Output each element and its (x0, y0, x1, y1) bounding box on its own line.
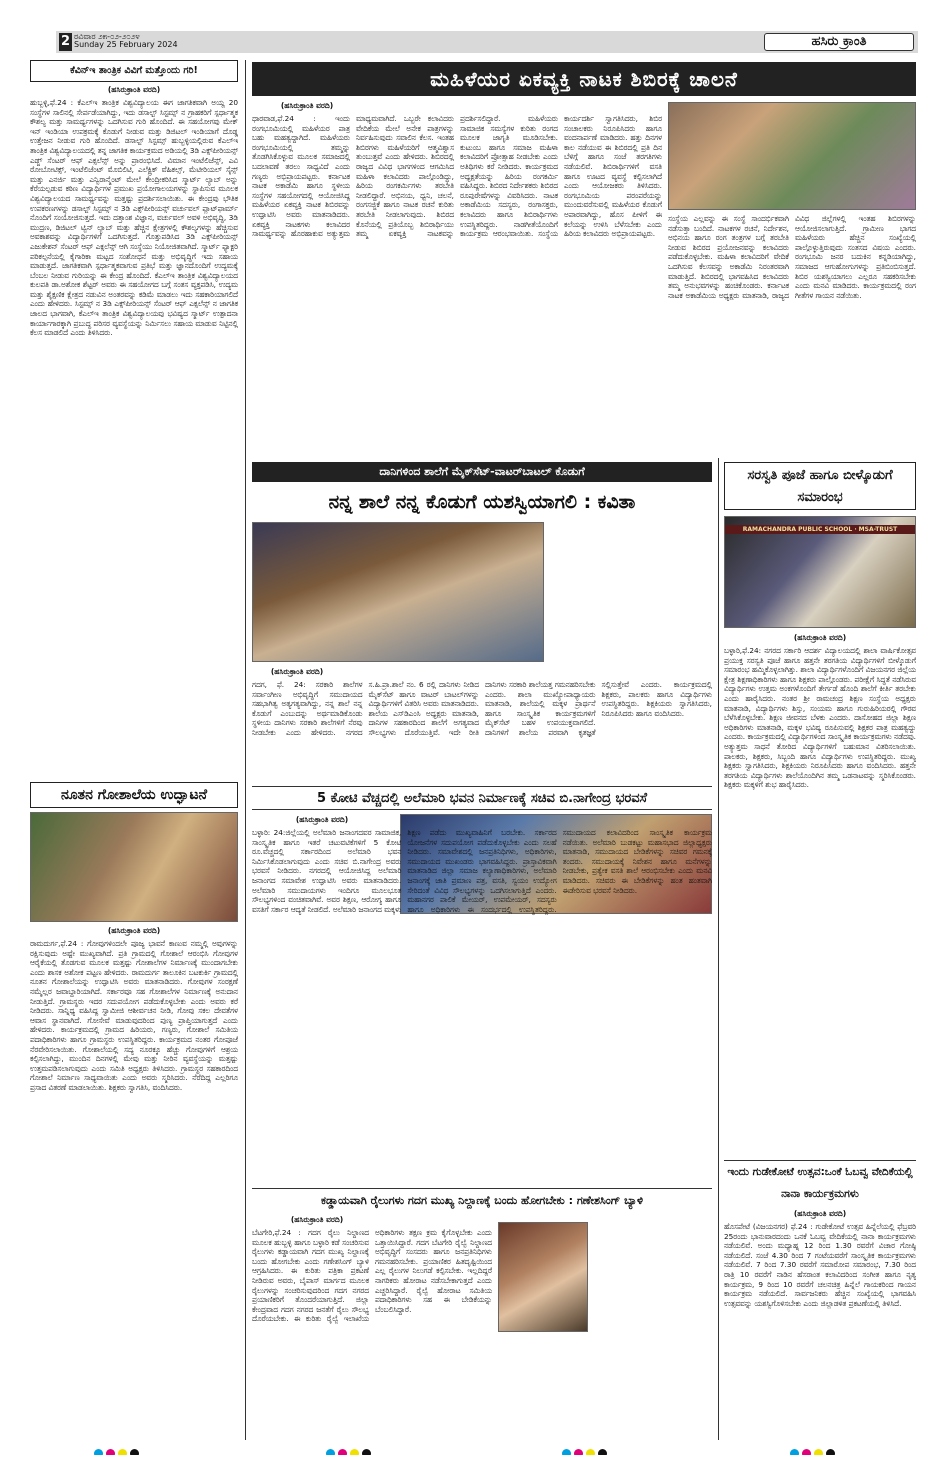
page-number: 2 (60, 34, 71, 49)
reg-dot (338, 1449, 347, 1455)
photo-natak (668, 102, 916, 210)
page-date (74, 33, 274, 53)
reg-dot (598, 1449, 607, 1455)
article-body-natak-right: ಸಂಸ್ಥೆಯ ಎಲ್ಲವನ್ನು ಈ ಸಂಸ್ಥೆ ಸಾಂದರ್ಭಿಕವಾಗಿ ನಡೆಸುತ್ತಾ ಬಂದಿದೆ. ನಾಟಕಗಳ ರಚನೆ, ನಿರ್ದೇಶನ, ಅಭಿನಯ ಹಾಗೂ ರಂಗ ತಂತ್ರಗಳ ಬಗ್ಗೆ ತರಬೇತಿ ನೀಡುವ ಶಿಬಿರದ ಪ್ರಯೋಜನವನ್ನು ಕಲಾವಿದರು ಪಡೆದುಕೊಳ್ಳಬೇಕು. ಮಹಿಳಾ ಕಲಾವಿದರಿಗೆ ವೇದಿಕೆ ಒದಗಿಸುವ ಕೆಲಸವನ್ನು ಅಕಾಡೆಮಿ ನಿರಂತರವಾಗಿ ಮಾಡುತ್ತಿದೆ. ಶಿಬಿರದಲ್ಲಿ ಭಾಗವಹಿಸಿದ ಕಲಾವಿದರು ತಮ್ಮ ಅನುಭವಗಳನ್ನು ಹಂಚಿಕೊಂಡರು. ಕರ್ನಾಟಕ ನಾಟಕ ಅಕಾಡೆಮಿಯ ಅಧ್ಯಕ್ಷರು ಮಾತನಾಡಿ, ರಾಜ್ಯದ ವಿವಿಧ ಜಿಲ್ಲೆಗಳಲ್ಲಿ ಇಂತಹ ಶಿಬಿರಗಳನ್ನು ಆಯೋಜಿಸಲಾಗುತ್ತಿದೆ. ಗ್ರಾಮೀಣ ಭಾಗದ ಮಹಿಳೆಯರು ಹೆಚ್ಚಿನ ಸಂಖ್ಯೆಯಲ್ಲಿ ಪಾಲ್ಗೊಳ್ಳುತ್ತಿರುವುದು ಸಂತಸದ ವಿಷಯ ಎಂದರು. ರಂಗಭೂಮಿ ಜನರ ಬದುಕಿನ ಕನ್ನಡಿಯಾಗಿದ್ದು, ಸಮಾಜದ ಆಗುಹೋಗುಗಳನ್ನು ಪ್ರತಿಬಿಂಬಿಸುತ್ತದೆ. ಶಿಬಿರ ಯಶಸ್ವಿಯಾಗಲು ಎಲ್ಲರೂ ಸಹಕರಿಸಬೇಕು ಎಂದು ಮನವಿ ಮಾಡಿದರು. ಕಾರ್ಯಕ್ರಮದಲ್ಲಿ ರಂಗ ಗೀತೆಗಳ ಗಾಯನ ನಡೆಯಿತು. (668, 214, 916, 300)
headline-goshala: ನೂತನ ಗೋಶಾಲೆಯ ಉದ್ಘಾಟನೆ (30, 782, 238, 808)
date-english: Sunday 25 February 2024 (74, 40, 178, 49)
headline-mic: ನನ್ನ ಶಾಲೆ ನನ್ನ ಕೊಡುಗೆ ಯಶಸ್ವಿಯಾಗಲಿ : ಕವಿತಾ (328, 491, 636, 513)
reg-dot (790, 1449, 799, 1455)
article-body-bhavan: ಬಳ್ಳಾರಿ: 24:ಜಿಲ್ಲೆಯಲ್ಲಿ ಅಲೆಮಾರಿ ಜನಾಂಗದವರ ಸಾಮಾಜಿಕ, ಸಾಂಸ್ಕೃತಿಕ ಹಾಗೂ ಇತರೆ ಚಟುವಟಿಕೆಗಳಿಗೆ 5 ಕೋಟಿ ರೂ.ವೆಚ್ಚದಲ್ಲಿ ಸರ್ಕಾರದಿಂದ ಅಲೆಮಾರಿ ಭವನ ನಿರ್ಮಿಸಿಕೊಡಲಾಗುವುದು ಎಂದು ಸಚಿವ ಬಿ.ನಾಗೇಂದ್ರ ಅವರು ಭರವಸೆ ನೀಡಿದರು. ನಗರದಲ್ಲಿ ಆಯೋಜಿಸಿದ್ದ ಅಲೆಮಾರಿ ಜನಾಂಗದ ಸಮಾವೇಶ ಉದ್ಘಾಟಿಸಿ ಅವರು ಮಾತನಾಡಿದರು. ಅಲೆಮಾರಿ ಸಮುದಾಯಗಳು ಇಂದಿಗೂ ಮೂಲಭೂತ ಸೌಲಭ್ಯಗಳಿಂದ ವಂಚಿತವಾಗಿವೆ. ಅವರ ಶಿಕ್ಷಣ, ಆರೋಗ್ಯ ಹಾಗೂ ವಸತಿಗೆ ಸರ್ಕಾರ ಆದ್ಯತೆ ನೀಡಲಿದೆ. ಅಲೆಮಾರಿ ಜನಾಂಗದ ಮಕ್ಕಳು ಶಿಕ್ಷಣ ಪಡೆದು ಮುಖ್ಯವಾಹಿನಿಗೆ ಬರಬೇಕು. ಸರ್ಕಾರದ ಯೋಜನೆಗಳ ಸದುಪಯೋಗ ಪಡೆದುಕೊಳ್ಳಬೇಕು ಎಂದು ಸಲಹೆ ನೀಡಿದರು. ಸಮಾವೇಶದಲ್ಲಿ ಜನಪ್ರತಿನಿಧಿಗಳು, ಅಧಿಕಾರಿಗಳು, ಸಮುದಾಯದ ಮುಖಂಡರು ಭಾಗವಹಿಸಿದ್ದರು. ಪ್ರಾಸ್ತಾವಿಕವಾಗಿ ಮಾತನಾಡಿದ ಜಿಲ್ಲಾ ಸಮಾಜ ಕಲ್ಯಾಣಾಧಿಕಾರಿಗಳು, ಅಲೆಮಾರಿ ಜನಾಂಗಕ್ಕೆ ಜಾತಿ ಪ್ರಮಾಣ ಪತ್ರ, ವಸತಿ, ಸ್ವಯಂ ಉದ್ಯೋಗ ಸೇರಿದಂತೆ ವಿವಿಧ ಸೌಲಭ್ಯಗಳನ್ನು ಒದಗಿಸಲಾಗುತ್ತಿದೆ ಎಂದರು. ಮಹಾನಗರ ಪಾಲಿಕೆ ಮೇಯರ್, ಉಪಮೇಯರ್, ಸದಸ್ಯರು ಹಾಗೂ ಅಧಿಕಾರಿಗಳು ಈ ಸಂದರ್ಭದಲ್ಲಿ ಉಪಸ್ಥಿತರಿದ್ದರು. ಸಮುದಾಯದ ಕಲಾವಿದರಿಂದ ಸಾಂಸ್ಕೃತಿಕ ಕಾರ್ಯಕ್ರಮ ನಡೆಯಿತು. ಅಲೆಮಾರಿ ಬುಡಕಟ್ಟು ಮಹಾಸಭಾದ ಜಿಲ್ಲಾಧ್ಯಕ್ಷರು ಮಾತನಾಡಿ, ಸಮುದಾಯದ ಬೇಡಿಕೆಗಳನ್ನು ಸಚಿವರ ಗಮನಕ್ಕೆ ತಂದರು. ಸಮುದಾಯಕ್ಕೆ ನಿವೇಶನ ಹಾಗೂ ಮನೆಗಳನ್ನು ನೀಡಬೇಕು, ಪ್ರತ್ಯೇಕ ವಸತಿ ಶಾಲೆ ಆರಂಭಿಸಬೇಕು ಎಂದು ಮನವಿ ಮಾಡಿದರು. ಸಚಿವರು ಈ ಬೇಡಿಕೆಗಳನ್ನು ಹಂತ ಹಂತವಾಗಿ ಈಡೇರಿಸುವ ಭರವಸೆ ನೀಡಿದರು. (252, 828, 712, 914)
registration-marks-1 (94, 1443, 154, 1455)
byline-bhavan: (ಹಸಿರುಕ್ರಾಂತಿ ವರದಿ) (295, 815, 349, 824)
byline-saraswati: (ಹಸಿರುಕ್ರಾಂತಿ ವರದಿ) (793, 633, 847, 642)
reg-dot (350, 1449, 359, 1455)
headline-railway: ಕಡ್ಡಾಯವಾಗಿ ರೈಲುಗಳು ಗದಗ ಮುಖ್ಯ ನಿಲ್ದಾಣಕ್ಕೆ ಬಂದು ಹೋಗಬೇಕು : ಗಣೇಶಸಿಂಗ್ ಬ್ಯಾಳಿ (252, 1188, 712, 1212)
photo-saraswati (724, 516, 916, 628)
photo-goshala (30, 812, 238, 922)
byline-natak: (ಹಸಿರುಕ್ರಾಂತಿ ವರದಿ) (280, 101, 334, 110)
article-body-railway-right (594, 1222, 712, 1438)
column-rule-left (245, 60, 246, 1440)
article-body-goshala: ರಾಮದುರ್ಗ,ಫೆ.24 : ಗೋವುಗಳಿಂದಲೇ ಪೂಜ್ಯ ಭಾವನೆ ಕಾಣುವ ನಮ್ಮಲ್ಲಿ ಅವುಗಳನ್ನು ರಕ್ಷಿಸುವುದು ಅಷ್ಟೇ ಮುಖ್ಯವಾಗಿದೆ. ಪ್ರತಿ ಗ್ರಾಮದಲ್ಲಿ ಗೋಶಾಲೆ ಆರಂಭಿಸಿ ಗೋವುಗಳ ಆರೈಕೆಯಲ್ಲಿ ತೊಡಗುವ ಮೂಲಕ ಮತ್ತಷ್ಟು ಗೋಶಾಲೆಗಳ ನಿರ್ಮಾಣಕ್ಕೆ ಮುಂದಾಗಬೇಕು ಎಂದು ಶಾಸಕ ಅಶೋಕ ಪಟ್ಟಣ ಹೇಳಿದರು. ರಾಮದುರ್ಗ ತಾಲೂಕಿನ ಬಟಕುರ್ಕಿ ಗ್ರಾಮದಲ್ಲಿ ನೂತನ ಗೋಶಾಲೆಯನ್ನು ಉದ್ಘಾಟಿಸಿ ಅವರು ಮಾತನಾಡಿದರು. ಗೋವುಗಳ ಸಂರಕ್ಷಣೆ ನಮ್ಮೆಲ್ಲರ ಜವಾಬ್ದಾರಿಯಾಗಿದೆ. ಸರ್ಕಾರವೂ ಸಹ ಗೋಶಾಲೆಗಳ ನಿರ್ಮಾಣಕ್ಕೆ ಅನುದಾನ ನೀಡುತ್ತಿದೆ. ಗ್ರಾಮಸ್ಥರು ಇದರ ಸದುಪಯೋಗ ಪಡೆದುಕೊಳ್ಳಬೇಕು ಎಂದು ಅವರು ಕರೆ ನೀಡಿದರು. ಸಾನ್ನಿಧ್ಯ ವಹಿಸಿದ್ದ ಸ್ವಾಮೀಜಿ ಆಶೀರ್ವಚನ ನೀಡಿ, ಗೋವು ಸಕಲ ದೇವತೆಗಳ ಆವಾಸ ಸ್ಥಾನವಾಗಿದೆ. ಗೋಸೇವೆ ಮಾಡುವುದರಿಂದ ಪುಣ್ಯ ಪ್ರಾಪ್ತಿಯಾಗುತ್ತದೆ ಎಂದು ಹೇಳಿದರು. ಕಾರ್ಯಕ್ರಮದಲ್ಲಿ ಗ್ರಾಮದ ಹಿರಿಯರು, ಗಣ್ಯರು, ಗೋಶಾಲೆ ಸಮಿತಿಯ ಪದಾಧಿಕಾರಿಗಳು ಹಾಗೂ ಗ್ರಾಮಸ್ಥರು ಉಪಸ್ಥಿತರಿದ್ದರು. ಕಾರ್ಯಕ್ರಮದ ನಂತರ ಗೋಪೂಜೆ ನೆರವೇರಿಸಲಾಯಿತು. ಗೋಶಾಲೆಯಲ್ಲಿ ಸದ್ಯ ನೂರಕ್ಕೂ ಹೆಚ್ಚು ಗೋವುಗಳಿಗೆ ಆಶ್ರಯ ಕಲ್ಪಿಸಲಾಗಿದ್ದು, ಮುಂದಿನ ದಿನಗಳಲ್ಲಿ ಮೇವು ಮತ್ತು ನೀರಿನ ವ್ಯವಸ್ಥೆಯನ್ನು ಮತ್ತಷ್ಟು ಉತ್ತಮಪಡಿಸಲಾಗುವುದು ಎಂದು ಸಮಿತಿ ಅಧ್ಯಕ್ಷರು ತಿಳಿಸಿದರು. ಗ್ರಾಮಸ್ಥರ ಸಹಕಾರದಿಂದ ಗೋಶಾಲೆ ನಿರ್ಮಾಣ ಸಾಧ್ಯವಾಯಿತು ಎಂದು ಅವರು ಸ್ಮರಿಸಿದರು. ನೆರೆದಿದ್ದ ಎಲ್ಲರಿಗೂ ಪ್ರಸಾದ ವಿತರಣೆ ಮಾಡಲಾಯಿತು. ಶಿಕ್ಷಕರು ಸ್ವಾಗತಿಸಿ, ವಂದಿಸಿದರು. (30, 939, 238, 1092)
reg-dot (826, 1449, 835, 1455)
reg-dot (326, 1449, 335, 1455)
article-body-saraswati: ಬಳ್ಳಾರಿ,ಫೆ.24: ನಗರದ ಸರ್ಕಾರಿ ಆದರ್ಶ ವಿದ್ಯಾಲಯದಲ್ಲಿ ಶಾಲಾ ವಾರ್ಷಿಕೋತ್ಸವ ಪ್ರಯುಕ್ತ ಸರಸ್ವತಿ ಪೂಜೆ ಹಾಗೂ ಹತ್ತನೇ ತರಗತಿಯ ವಿದ್ಯಾರ್ಥಿಗಳಿಗೆ ಬೀಳ್ಕೊಡುಗೆ ಸಮಾರಂಭ ಹಮ್ಮಿಕೊಳ್ಳಲಾಗಿತ್ತು. ಶಾಲಾ ವಿದ್ಯಾರ್ಥಿಗಳೊಂದಿಗೆ ವಿಜಯನಗರ ಜಿಲ್ಲೆಯ ಕ್ಷೇತ್ರ ಶಿಕ್ಷಣಾಧಿಕಾರಿಗಳು ಹಾಗೂ ಶಿಕ್ಷಕರು ಪಾಲ್ಗೊಂಡರು. ಪರೀಕ್ಷೆಗೆ ಸಿದ್ಧತೆ ನಡೆಸಿರುವ ವಿದ್ಯಾರ್ಥಿಗಳು ಉತ್ತಮ ಅಂಕಗಳೊಂದಿಗೆ ತೇರ್ಗಡೆ ಹೊಂದಿ ಶಾಲೆಗೆ ಕೀರ್ತಿ ತರಬೇಕು ಎಂದು ಹಾರೈಸಿದರು. ನಂತರ ಶ್ರೀ ರಾಮಚಂದ್ರ ಶಿಕ್ಷಣ ಸಂಸ್ಥೆಯ ಅಧ್ಯಕ್ಷರು ಮಾತನಾಡಿ, ವಿದ್ಯಾರ್ಥಿಗಳು ಶಿಸ್ತು, ಸಂಯಮ ಹಾಗೂ ಗುರುಹಿರಿಯರಲ್ಲಿ ಗೌರವ ಬೆಳೆಸಿಕೊಳ್ಳಬೇಕು. ಶಿಕ್ಷಣ ಜೀವನದ ಬೆಳಕು ಎಂದರು. ದಾಸೋಹದ ಜಿಲ್ಲಾ ಶಿಕ್ಷಣ ಅಧಿಕಾರಿಗಳು ಮಾತನಾಡಿ, ಮಕ್ಕಳ ಭವಿಷ್ಯ ರೂಪಿಸುವಲ್ಲಿ ಶಿಕ್ಷಕರ ಪಾತ್ರ ಮಹತ್ವದ್ದು ಎಂದರು. ಕಾರ್ಯಕ್ರಮದಲ್ಲಿ ವಿದ್ಯಾರ್ಥಿಗಳಿಂದ ಸಾಂಸ್ಕೃತಿಕ ಕಾರ್ಯಕ್ರಮಗಳು ನಡೆದವು. ಅತ್ಯುತ್ತಮ ಸಾಧನೆ ತೋರಿದ ವಿದ್ಯಾರ್ಥಿಗಳಿಗೆ ಬಹುಮಾನ ವಿತರಿಸಲಾಯಿತು. ಪಾಲಕರು, ಶಿಕ್ಷಕರು, ಸಿಬ್ಬಂದಿ ಹಾಗೂ ವಿದ್ಯಾರ್ಥಿಗಳು ಉಪಸ್ಥಿತರಿದ್ದರು. ಮುಖ್ಯ ಶಿಕ್ಷಕರು ಸ್ವಾಗತಿಸಿದರು, ಶಿಕ್ಷಕಿಯರು ನಿರೂಪಿಸಿದರು ಹಾಗೂ ವಂದಿಸಿದರು. ಹತ್ತನೇ ತರಗತಿಯ ವಿದ್ಯಾರ್ಥಿಗಳು ಶಾಲೆಯೊಂದಿಗಿನ ತಮ್ಮ ಒಡನಾಟವನ್ನು ಸ್ಮರಿಸಿಕೊಂಡರು. ಶಿಕ್ಷಕರು ಮಕ್ಕಳಿಗೆ ಶುಭ ಹಾರೈಸಿದರು. (724, 646, 916, 790)
reg-dot (814, 1449, 823, 1455)
reg-dot (574, 1449, 583, 1455)
column-rule-right (718, 458, 719, 1440)
headline-bhavan: 5 ಕೋಟಿ ವೆಚ್ಚದಲ್ಲಿ ಅಲೆಮಾರಿ ಭವನ ನಿರ್ಮಾಣಕ್ಕೆ ಸಚಿವ ಬಿ.ನಾಗೇಂದ್ರ ಭರವಸೆ (252, 786, 712, 810)
photo-railway (498, 1222, 588, 1332)
headline-saraswati: ಸರಸ್ವತಿ ಪೂಜೆ ಹಾಗೂ ಬೀಳ್ಕೊಡುಗೆ ಸಮಾರಂಭ (724, 462, 916, 510)
reg-dot (562, 1449, 571, 1455)
masthead-logo: ಹಸಿರು ಕ್ರಾಂತಿ (764, 33, 914, 51)
article-body-railway: ಬೆಟಗೇರಿ,ಫೆ.24 : ಗದಗ ರೈಲು ನಿಲ್ದಾಣದ ಮೂಲಕ ಹುಬ್ಬಳ್ಳಿ ಹಾಗೂ ಬಳ್ಳಾರಿ ಕಡೆ ಸಂಚರಿಸುವ ರೈಲುಗಳು ಕಡ್ಡಾಯವಾಗಿ ಗದಗ ಮುಖ್ಯ ನಿಲ್ದಾಣಕ್ಕೆ ಬಂದು ಹೋಗಬೇಕು ಎಂದು ಗಣೇಶಸಿಂಗ್ ಬ್ಯಾಳಿ ಆಗ್ರಹಿಸಿದರು. ಈ ಕುರಿತು ಪತ್ರಿಕಾ ಪ್ರಕಟಣೆ ನೀಡಿರುವ ಅವರು, ಬೈಪಾಸ್ ಮಾರ್ಗದ ಮೂಲಕ ರೈಲುಗಳನ್ನು ಸಂಚರಿಸುವುದರಿಂದ ಗದಗ ನಗರದ ಪ್ರಯಾಣಿಕರಿಗೆ ತೊಂದರೆಯಾಗುತ್ತಿದೆ. ಜಿಲ್ಲಾ ಕೇಂದ್ರವಾದ ಗದಗ ನಗರದ ಜನತೆಗೆ ರೈಲು ಸೌಲಭ್ಯ ದೊರೆಯಬೇಕು. ಈ ಕುರಿತು ರೈಲ್ವೆ ಇಲಾಖೆಯ ಅಧಿಕಾರಿಗಳು ತಕ್ಷಣ ಕ್ರಮ ಕೈಗೊಳ್ಳಬೇಕು ಎಂದು ಒತ್ತಾಯಿಸಿದ್ದಾರೆ. ಗದಗ ಬೆಟಗೇರಿ ರೈಲ್ವೆ ನಿಲ್ದಾಣದ ಅಭಿವೃದ್ಧಿಗೆ ಸಂಸದರು ಹಾಗೂ ಜನಪ್ರತಿನಿಧಿಗಳು ಗಮನಹರಿಸಬೇಕು. ಪ್ರಯಾಣಿಕರ ಹಿತದೃಷ್ಟಿಯಿಂದ ಎಲ್ಲ ರೈಲುಗಳ ನಿಲುಗಡೆ ಕಲ್ಪಿಸಬೇಕು. ಇಲ್ಲದಿದ್ದರೆ ನಾಗರಿಕರು ಹೋರಾಟ ನಡೆಸಬೇಕಾಗುತ್ತದೆ ಎಂದು ಎಚ್ಚರಿಸಿದ್ದಾರೆ. ರೈಲ್ವೆ ಹೋರಾಟ ಸಮಿತಿಯ ಪದಾಧಿಕಾರಿಗಳು ಸಹ ಈ ಬೇಡಿಕೆಯನ್ನು ಬೆಂಬಲಿಸಿದ್ದಾರೆ. (252, 1228, 492, 1324)
registration-marks-4 (790, 1443, 850, 1455)
byline-kevin: (ಹಸಿರುಕ್ರಾಂತಿ ವರದಿ) (107, 85, 161, 94)
photo-mic (252, 522, 544, 662)
article-body-kevin: ಹುಬ್ಬಳ್ಳಿ,ಫೆ.24 : ಕೆಎಲ್‌ಇ ತಾಂತ್ರಿಕ ವಿಶ್ವವಿದ್ಯಾಲಯ ಈಗ ಜಾಗತಿಕವಾಗಿ ಅಯ್ದ 20 ಸಂಸ್ಥೆಗಳ ಸಾಲಿನಲ್ಲಿ ಸೇರ್ಪಡೆಯಾಗಿದ್ದು, ಇದು ಡಸಾಲ್ಟ್ ಸಿಸ್ಟಮ್ಸ್ ನ ಗ್ರಾಹಕರಿಗೆ ಸ್ಪರ್ಧಾತ್ಮಕ ಕೌಶಲ್ಯ ಮತ್ತು ಸಾಮರ್ಥ್ಯಗಳನ್ನು ಒದಗಿಸುವ ಗುರಿ ಹೊಂದಿದೆ. ಈ ಸಹಯೋಗವು ಮೇಕ್ ಇನ್ ಇಂಡಿಯಾ ಉಪಕ್ರಮಕ್ಕೆ ಕೊಡುಗೆ ನೀಡುವ ಮತ್ತು ಡಿಜಿಟಲ್ ಇಂಡಿಯಾಗೆ ದೊಡ್ಡ ಉತ್ತೇಜನ ನೀಡುವ ಗುರಿ ಹೊಂದಿದೆ. ಡಸಾಲ್ಟ್ ಸಿಸ್ಟಮ್ಸ್ ಹುಬ್ಬಳ್ಳಿಯಲ್ಲಿರುವ ಕೆಎಲ್‌ಇ ತಾಂತ್ರಿಕ ವಿಶ್ವವಿದ್ಯಾಲಯದಲ್ಲಿ ತನ್ನ ಜಾಗತಿಕ ಕಾರ್ಯಕ್ರಮದ ಅಡಿಯಲ್ಲಿ 3ಡಿ ಎಕ್ಸ್‌ಪೀರಿಯನ್ಸ್ ಎಡ್ಜ್ ಸೆಂಟರ್ ಆಫ್ ಎಕ್ಸಲೆನ್ಸ್ ಅನ್ನು ಪ್ರಾರಂಭಿಸಿದೆ. ವಿಮಾನ ಇಂಟೆಲಿಜೆನ್ಸ್, ಎವಿ ರೋಬೋಟಿಕ್ಸ್, ಇಂಟೆಲಿಜೆಂಟ್ ಮೊಬಿಲಿಟಿ, ಎಲೆಕ್ಟ್ರಿಕ್ ವೆಹಿಕಲ್ಸ್, ಮೆಟೀರಿಯಲ್ ಸೈನ್ಸ್ ಮತ್ತು ಎನರ್ಜಿ ಮತ್ತು ಎನ್ವಿರಾನ್ಮೆಂಟ್ ಮೇಲೆ ಕೇಂದ್ರೀಕರಿಸಿದ ಸ್ಮಾರ್ಟ್ ಲ್ಯಾಬ್ ಅನ್ನು ಕೆರೆಯಲ್ಪಡುವ ಕಠಿಣ ವಿದ್ಯಾರ್ಥಿಗಳ ಪ್ರಮುಖ ಪ್ರಯೋಗಾಲಯಗಳನ್ನು ಸ್ಥಾಪಿಸುವ ಮೂಲಕ ವಿಶ್ವವಿದ್ಯಾಲಯದ ಸಾಮರ್ಥ್ಯವನ್ನು ಮತ್ತಷ್ಟು ಪ್ರದರ್ಶಿಸಲಾಯಿತು. ಈ ಕೇಂದ್ರವು ಭೌತಿಕ ಉಪಕರಣಗಳನ್ನು ಡಸಾಲ್ಟ್ ಸಿಸ್ಟಮ್ಸ್ ನ 3ಡಿ ಎಕ್ಸ್‌ಪೀರಿಯನ್ಸ್ ವರ್ಚುವಲ್ ಪ್ಲಾಟ್‌ಫಾರ್ಮ್ ನೊಂದಿಗೆ ಸಂಯೋಜಿಸುತ್ತದೆ. ಇದು ದತ್ತಾಂಶ ವಿಜ್ಞಾನ, ವರ್ಚುವಲ್ ಅವಳಿ ಅಭಿವೃದ್ಧಿ, 3ಡಿ ಮುದ್ರಣ, ಡಿಜಿಟಲ್ ಟ್ವಿನ್ ಲ್ಯಾಬ್ ಮತ್ತು ಹೆಚ್ಚಿನ ಕ್ಷೇತ್ರಗಳಲ್ಲಿ ಕೌಶಲ್ಯಗಳನ್ನು ಹೆಚ್ಚಿಸುವ ಅವಕಾಶವನ್ನು ವಿದ್ಯಾರ್ಥಿಗಳಿಗೆ ಒದಗಿಸುತ್ತದೆ. ಗೊತ್ತುಪಡಿಸಿದ 3ಡಿ ಎಕ್ಸ್‌ಪೀರಿಯನ್ಸ್ ಎಜುಕೇಶನ್ ಸೆಂಟರ್ ಆಫ್ ಎಕ್ಸಲೆನ್ಸ್ ಆಗಿ ಸಂಸ್ಥೆಯು ನಿಯೋಜಿತವಾಗಿದೆ. ಸ್ಮಾರ್ಟ್ ಫ್ಯಾಕ್ಟರಿ ಪರಿಕಲ್ಪನೆಯಲ್ಲಿ ಕೈಗಾರಿಕಾ ಮಟ್ಟದ ಸಂಶೋಧನೆ ಮತ್ತು ಅಭಿವೃದ್ಧಿಗೆ ಇದು ಸಹಾಯ ಮಾಡುತ್ತದೆ. ಜಾಗತಿಕವಾಗಿ ಸ್ಪರ್ಧಾತ್ಮಕವಾಗುವ ಪ್ರತಿಭೆ ಮತ್ತು ಜ್ಞಾನದೊಂದಿಗೆ ಉದ್ಯಮಕ್ಕೆ ಬೆಂಬಲ ನೀಡುವ ಗುರಿಯನ್ನು ಈ ಕೇಂದ್ರ ಹೊಂದಿದೆ. ಕೆಎಲ್‌ಇ ತಾಂತ್ರಿಕ ವಿಶ್ವವಿದ್ಯಾಲಯದ ಕುಲಪತಿ ಡಾ.ಅಶೋಕ ಶೆಟ್ಟರ್ ಅವರು ಈ ಸಹಯೋಗದ ಬಗ್ಗೆ ಸಂತಸ ವ್ಯಕ್ತಪಡಿಸಿ, ಉದ್ಯಮ ಮತ್ತು ಶೈಕ್ಷಣಿಕ ಕ್ಷೇತ್ರದ ನಡುವಿನ ಅಂತರವನ್ನು ಕಡಿಮೆ ಮಾಡಲು ಇದು ಸಹಕಾರಿಯಾಗಲಿದೆ ಎಂದು ಹೇಳಿದರು. ಸಿಸ್ಟಮ್ಸ್ ನ 3ಡಿ ಎಕ್ಸ್‌ಪೀರಿಯನ್ಸ್ ಸೆಂಟರ್ ಆಫ್ ಎಕ್ಸಲೆನ್ಸ್ ನ ಜಾಗತಿಕ ಜಾಲದ ಭಾಗವಾಗಿ, ಕೆಎಲ್‌ಇ ತಾಂತ್ರಿಕ ವಿಶ್ವವಿದ್ಯಾಲಯವು ಭವಿಷ್ಯದ ಸ್ಮಾರ್ಟ್ ಉತ್ಪಾದನಾ ಕಾರ್ಯಾಗಾರಕ್ಕಾಗಿ ಪ್ರಬುದ್ಧ ಪರಿಸರ ವ್ಯವಸ್ಥೆಯನ್ನು ನಿರ್ಮಿಸಲು ಸಹಾಯ ಮಾಡುವ ನಿಟ್ಟಿನಲ್ಲಿ ಕೆಲಸ ಮಾಡಲಿದೆ ಎಂದು ತಿಳಿಸಿದರು. (30, 98, 238, 338)
article-body-natak: ಧಾರವಾಡ,ಫೆ.24 : ಇಂದು ರಂಗಭೂಮಿಯಲ್ಲಿ ಮಹಿಳೆಯರ ಪಾತ್ರ ಬಹು ಮಹತ್ವದ್ದಾಗಿದೆ. ಮಹಿಳೆಯರು ರಂಗಭೂಮಿಯಲ್ಲಿ ತಮ್ಮನ್ನು ತೊಡಗಿಸಿಕೊಳ್ಳುವ ಮೂಲಕ ಸಮಾಜದಲ್ಲಿ ಬದಲಾವಣೆ ತರಲು ಸಾಧ್ಯವಿದೆ ಎಂದು ಗಣ್ಯರು ಅಭಿಪ್ರಾಯಪಟ್ಟರು. ಕರ್ನಾಟಕ ನಾಟಕ ಅಕಾಡೆಮಿ ಹಾಗೂ ಸ್ಥಳೀಯ ಸಂಸ್ಥೆಗಳ ಸಹಯೋಗದಲ್ಲಿ ಆಯೋಜಿಸಿದ್ದ ಮಹಿಳೆಯರ ಏಕವ್ಯಕ್ತಿ ನಾಟಕ ಶಿಬಿರವನ್ನು ಉದ್ಘಾಟಿಸಿ ಅವರು ಮಾತನಾಡಿದರು. ಏಕವ್ಯಕ್ತಿ ನಾಟಕಗಳು ಕಲಾವಿದರ ಸಾಮರ್ಥ್ಯವನ್ನು ಹೊರಹಾಕುವ ಅತ್ಯುತ್ತಮ ಮಾಧ್ಯಮವಾಗಿದೆ. ಒಬ್ಬರೇ ಕಲಾವಿದರು ವೇದಿಕೆಯ ಮೇಲೆ ಅನೇಕ ಪಾತ್ರಗಳನ್ನು ನಿರ್ವಹಿಸುವುದು ಸವಾಲಿನ ಕೆಲಸ. ಇಂತಹ ಶಿಬಿರಗಳು ಮಹಿಳೆಯರಿಗೆ ಆತ್ಮವಿಶ್ವಾಸ ತುಂಬುತ್ತವೆ ಎಂದು ಹೇಳಿದರು. ಶಿಬಿರದಲ್ಲಿ ರಾಜ್ಯದ ವಿವಿಧ ಭಾಗಗಳಿಂದ ಆಗಮಿಸಿದ ಮಹಿಳಾ ಕಲಾವಿದರು ಪಾಲ್ಗೊಂಡಿದ್ದು, ಹಿರಿಯ ರಂಗಕರ್ಮಿಗಳು ತರಬೇತಿ ನೀಡಲಿದ್ದಾರೆ. ಅಭಿನಯ, ಧ್ವನಿ, ಚಲನೆ, ರಂಗಸಜ್ಜಿಕೆ ಹಾಗೂ ನಾಟಕ ರಚನೆ ಕುರಿತು ತರಬೇತಿ ನೀಡಲಾಗುವುದು. ಶಿಬಿರದ ಕೊನೆಯಲ್ಲಿ ಪ್ರತಿಯೊಬ್ಬ ಶಿಬಿರಾರ್ಥಿಯು ತಮ್ಮ ಏಕವ್ಯಕ್ತಿ ನಾಟಕವನ್ನು ಪ್ರದರ್ಶಿಸಲಿದ್ದಾರೆ. ಮಹಿಳೆಯರು ಸಾಮಾಜಿಕ ಸಮಸ್ಯೆಗಳ ಕುರಿತು ರಂಗದ ಮೂಲಕ ಜಾಗೃತಿ ಮೂಡಿಸಬೇಕು. ಕುಟುಂಬ ಹಾಗೂ ಸಮಾಜ ಮಹಿಳಾ ಕಲಾವಿದರಿಗೆ ಪ್ರೋತ್ಸಾಹ ನೀಡಬೇಕು ಎಂದು ಅತಿಥಿಗಳು ಕರೆ ನೀಡಿದರು. ಕಾರ್ಯಕ್ರಮದ ಅಧ್ಯಕ್ಷತೆಯನ್ನು ಹಿರಿಯ ರಂಗಕರ್ಮಿ ವಹಿಸಿದ್ದರು. ಶಿಬಿರದ ನಿರ್ದೇಶಕರು ಶಿಬಿರದ ರೂಪುರೇಷೆಗಳನ್ನು ವಿವರಿಸಿದರು. ನಾಟಕ ಅಕಾಡೆಮಿಯ ಸದಸ್ಯರು, ರಂಗಾಸಕ್ತರು, ಕಲಾವಿದರು ಹಾಗೂ ಶಿಬಿರಾರ್ಥಿಗಳು ಉಪಸ್ಥಿತರಿದ್ದರು. ನಾಡಗೀತೆಯೊಂದಿಗೆ ಕಾರ್ಯಕ್ರಮ ಆರಂಭವಾಯಿತು. ಸಂಸ್ಥೆಯ ಕಾರ್ಯದರ್ಶಿ ಸ್ವಾಗತಿಸಿದರು, ಶಿಬಿರ ಸಂಚಾಲಕರು ನಿರೂಪಿಸಿದರು ಹಾಗೂ ವಂದನಾರ್ಪಣೆ ಮಾಡಿದರು. ಹತ್ತು ದಿನಗಳ ಕಾಲ ನಡೆಯುವ ಈ ಶಿಬಿರದಲ್ಲಿ ಪ್ರತಿ ದಿನ ಬೆಳಿಗ್ಗೆ ಹಾಗೂ ಸಂಜೆ ತರಗತಿಗಳು ನಡೆಯಲಿವೆ. ಶಿಬಿರಾರ್ಥಿಗಳಿಗೆ ವಸತಿ ಹಾಗೂ ಊಟದ ವ್ಯವಸ್ಥೆ ಕಲ್ಪಿಸಲಾಗಿದೆ ಎಂದು ಆಯೋಜಕರು ತಿಳಿಸಿದರು. ರಂಗಭೂಮಿಯ ಪರಂಪರೆಯನ್ನು ಮುಂದುವರೆಸುವಲ್ಲಿ ಮಹಿಳೆಯರ ಕೊಡುಗೆ ಅಪಾರವಾಗಿದ್ದು, ಹೊಸ ಪೀಳಿಗೆ ಈ ಕಲೆಯನ್ನು ಉಳಿಸಿ ಬೆಳೆಸಬೇಕು ಎಂದು ಹಿರಿಯ ಕಲಾವಿದರು ಅಭಿಪ್ರಾಯಪಟ್ಟರು. (252, 114, 662, 239)
reg-dot (106, 1449, 115, 1455)
byline-goshala: (ಹಸಿರುಕ್ರಾಂತಿ ವರದಿ) (107, 926, 161, 935)
date-kannada: ರವಿವಾರ ೨೫-೦೨-೨೦೨೪ (74, 33, 140, 41)
photo-banner-text: RAMACHANDRA PUBLIC SCHOOL · MSA-TRUST (725, 525, 915, 534)
reg-dot (586, 1449, 595, 1455)
article-body-mic-side (550, 522, 712, 678)
headline-natak: ಮಹಿಳೆಯರ ಏಕವ್ಯಕ್ತಿ ನಾಟಕ ಶಿಬಿರಕ್ಕೆ ಚಾಲನೆ (252, 62, 916, 96)
byline-mic: (ಹಸಿರುಕ್ರಾಂತಿ ವರದಿ) (270, 667, 324, 676)
article-body-gudegote: ಹೊಸಪೇಟೆ (ವಿಜಯನಗರ) ಫೆ.24 : ಗುಡೇಕೋಟೆ ಉತ್ಸವ ಹಿನ್ನೆಲೆಯಲ್ಲಿ ಫೆಬ್ರವರಿ 25ರಂದು ಭಾನುವಾರದಂದು ಒನಕೆ ಓಬವ್ವ ವೇದಿಕೆಯಲ್ಲಿ ನಾನಾ ಕಾರ್ಯಕ್ರಮಗಳು ನಡೆಯಲಿವೆ. ಅಂದು ಮಧ್ಯಾಹ್ನ 12 ರಿಂದ 1.30 ರವರೆಗೆ ವಿಚಾರ ಗೋಷ್ಠಿ ನಡೆಯಲಿದೆ. ಸಂಜೆ 4.30 ರಿಂದ 7 ಗಂಟೆಯವರೆಗೆ ಸಾಂಸ್ಕೃತಿಕ ಕಾರ್ಯಕ್ರಮಗಳು ನಡೆಯಲಿವೆ. 7 ರಿಂದ 7.30 ರವರೆಗೆ ಸಮಾರೋಪ ಸಮಾರಂಭ, 7.30 ರಿಂದ ರಾತ್ರಿ 10 ರವರೆಗೆ ನಾಡಿನ ಹೆಸರಾಂತ ಕಲಾವಿದರಿಂದ ಸಂಗೀತ ಹಾಗೂ ನೃತ್ಯ ಕಾರ್ಯಕ್ರಮ, 9 ರಿಂದ 10 ರವರೆಗೆ ಚಲನಚಿತ್ರ ಹಿನ್ನೆಲೆ ಗಾಯಕರಿಂದ ಗಾಯನ ಕಾರ್ಯಕ್ರಮ ನಡೆಯಲಿದೆ. ಸಾರ್ವಜನಿಕರು ಹೆಚ್ಚಿನ ಸಂಖ್ಯೆಯಲ್ಲಿ ಭಾಗವಹಿಸಿ ಉತ್ಸವವನ್ನು ಯಶಸ್ವಿಗೊಳಿಸಬೇಕು ಎಂದು ಜಿಲ್ಲಾಡಳಿತ ಪ್ರಕಟಣೆಯಲ್ಲಿ ತಿಳಿಸಿದೆ. (724, 1222, 916, 1308)
headline-kevin: ಕೆವಿನ್‌ಇ ತಾಂತ್ರಿಕ ವಿವಿಗೆ ಮತ್ತೊಂದು ಗರಿ! (30, 60, 238, 82)
headline-gudegote: ಇಂದು ಗುಡೇಕೋಟೆ ಉತ್ಸವ:ಒಂಕೆ ಓಬವ್ವ ವೇದಿಕೆಯಲ್ಲಿ ನಾನಾ ಕಾರ್ಯಕ್ರಮಗಳು (724, 1160, 916, 1206)
reg-dot (802, 1449, 811, 1455)
byline-gudegote: (ಹಸಿರುಕ್ರಾಂತಿ ವರದಿ) (793, 1209, 847, 1218)
byline-railway: (ಹಸಿರುಕ್ರಾಂತಿ ವರದಿ) (290, 1215, 344, 1224)
reg-dot (118, 1449, 127, 1455)
article-body-mic: ಗದಗ, ಫೆ. 24: ಸರಕಾರಿ ಶಾಲೆಗಳ ಸರ್ವಾಂಗೀಣ ಅಭಿವೃದ್ಧಿಗೆ ಸಮುದಾಯದ ಸಹಭಾಗಿತ್ವ ಅತ್ಯಗತ್ಯವಾಗಿದ್ದು, ನನ್ನ ಶಾಲೆ ನನ್ನ ಕೊಡುಗೆ ಎಂಬುದನ್ನು ಅರ್ಥಮಾಡಿಕೊಂಡು ಸ್ಥಳೀಯ ದಾನಿಗಳು ಸರಕಾರಿ ಶಾಲೆಗಳಿಗೆ ನೆರವು ನೀಡಬೇಕು ಎಂದು ಹೇಳಿದರು. ನಗರದ ಸ.ಹಿ.ಪ್ರಾ.ಶಾಲೆ ನಂ. 6 ರಲ್ಲಿ ದಾನಿಗಳು ನೀಡಿದ ಮೈಕ್‌ಸೆಟ್ ಹಾಗೂ ವಾಟರ್ ಬಾಟಲ್‌ಗಳನ್ನು ವಿದ್ಯಾರ್ಥಿಗಳಿಗೆ ವಿತರಿಸಿ ಅವರು ಮಾತನಾಡಿದರು. ಶಾಲೆಯ ಎಸ್‌ಡಿಎಂಸಿ ಅಧ್ಯಕ್ಷರು ಮಾತನಾಡಿ, ದಾನಿಗಳ ಸಹಕಾರದಿಂದ ಶಾಲೆಗೆ ಅಗತ್ಯವಾದ ಸೌಲಭ್ಯಗಳು ದೊರೆಯುತ್ತಿವೆ. ಇದೇ ರೀತಿ ದಾನಿಗಳು ಸರಕಾರಿ ಶಾಲೆಯತ್ತ ಗಮನಹರಿಸಬೇಕು ಎಂದರು. ಶಾಲಾ ಮುಖ್ಯೋಪಾಧ್ಯಾಯರು ಮಾತನಾಡಿ, ಶಾಲೆಯಲ್ಲಿ ಮಕ್ಕಳ ಪ್ರಾರ್ಥನೆ ಹಾಗೂ ಸಾಂಸ್ಕೃತಿಕ ಕಾರ್ಯಕ್ರಮಗಳಿಗೆ ಮೈಕ್‌ಸೆಟ್ ಬಹಳ ಉಪಯುಕ್ತವಾಗಲಿದೆ. ದಾನಿಗಳಿಗೆ ಶಾಲೆಯ ಪರವಾಗಿ ಕೃತಜ್ಞತೆ ಸಲ್ಲಿಸುತ್ತೇವೆ ಎಂದರು. ಕಾರ್ಯಕ್ರಮದಲ್ಲಿ ಶಿಕ್ಷಕರು, ಪಾಲಕರು ಹಾಗೂ ವಿದ್ಯಾರ್ಥಿಗಳು ಉಪಸ್ಥಿತರಿದ್ದರು. ಶಿಕ್ಷಕಿಯರು ಸ್ವಾಗತಿಸಿದರು, ನಿರೂಪಿಸಿದರು ಹಾಗೂ ವಂದಿಸಿದರು. (252, 680, 712, 737)
reg-dot (94, 1449, 103, 1455)
reg-dot (362, 1449, 371, 1455)
banner-mic: ದಾನಿಗಳಿಂದ ಶಾಲೆಗೆ ಮೈಕ್‌ಸೆಟ್-ವಾಟರ್‌ಬಾಟಲ್ ಕೊಡುಗೆ (252, 462, 712, 482)
registration-marks-2 (326, 1443, 386, 1455)
reg-dot (130, 1449, 139, 1455)
registration-marks-3 (562, 1443, 622, 1455)
